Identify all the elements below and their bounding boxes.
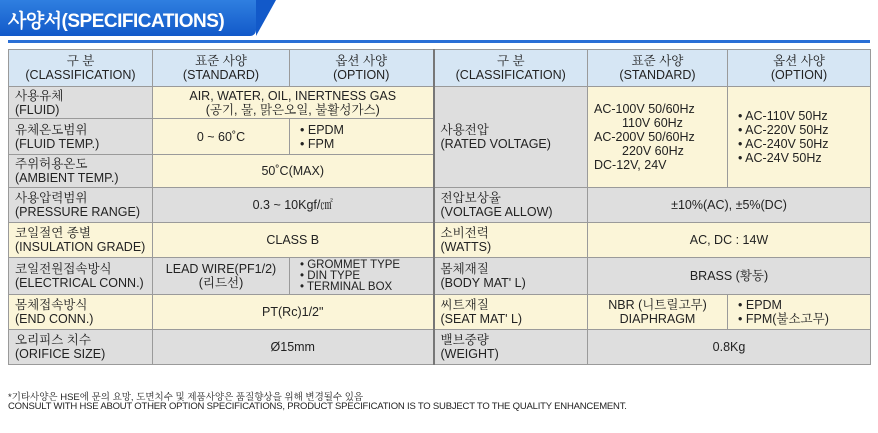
row-label-body [434,258,588,295]
table-row [9,188,871,223]
table-row [9,258,871,295]
header-label-en: (STANDARD) [619,68,696,82]
voltage-standard [588,87,728,188]
row-label-ko: 전압보상율 [440,191,501,205]
header-label-en: (CLASSIFICATION) [455,68,566,82]
row-label-ko: 소비전력 [440,226,489,240]
row-label-en: (AMBIENT TEMP.) [15,171,119,185]
row-label-ko: 씨트재질 [440,298,489,312]
header-label: 구 분 [66,54,95,68]
list-item: • EPDM [300,123,427,137]
row-label-en: (ORIFICE SIZE) [15,347,106,361]
fluid-value [153,87,434,119]
weight-value: 0.8Kg [588,330,871,365]
row-label-en: (BODY MAT' L) [440,276,526,290]
header-label: 표준 사양 [631,54,684,68]
row-label-ko: 사용압력범위 [15,191,88,205]
header-label-en: (OPTION) [333,68,390,82]
value-line: AIR, WATER, OIL, INERTNESS GAS [189,88,397,103]
end-conn-value: PT(Rc)1/2" [153,295,434,330]
row-label-en: (FLUID TEMP.) [15,136,100,151]
footnote-korean: *기타사양은 HSE에 문의 요망, 도면치수 및 제품사양은 품질향상을 위해 변경될수 있음 [8,392,364,403]
row-label-ko: 사용전압 [440,123,489,137]
row-label-insulation [9,223,153,258]
value-line: (공기, 물, 맑은오일, 불활성가스) [205,102,380,117]
ambient-value: 50˚C(MAX) [153,155,434,188]
footnote-english: CONSULT WITH HSE ABOUT OTHER OPTION SPECIFICATIONS, PRODUCT SPECIFICATION IS TO SUBJECT TO THE QUALITY ENHANCEMENT. [8,401,627,412]
header-label: 구 분 [496,54,525,68]
electrical-standard [153,258,290,295]
row-label-en: (FLUID) [15,102,60,117]
value-line: 220V 60Hz [622,144,684,158]
header-standard [153,50,290,87]
list-item: • AC-240V 50Hz [738,137,864,151]
table-row [9,295,871,330]
row-label-voltage-allow [434,188,588,223]
value-line: AC-200V 50/60Hz [594,130,695,144]
row-label-en: (INSULATION GRADE) [15,240,146,254]
watts-value: AC, DC : 14W [588,223,871,258]
list-item: • DIN TYPE [300,271,427,282]
value-line: 110V 60Hz [622,116,683,130]
row-label-ko: 코일절연 종별 [15,226,91,240]
header-label-en: (STANDARD) [182,68,260,82]
header-standard-right [588,50,728,87]
value-line: DC-12V, 24V [594,158,667,172]
row-label-en: (WEIGHT) [440,347,499,361]
row-label-ko: 몸체접속방식 [15,298,88,312]
header-label-en: (OPTION) [770,68,828,82]
header-label: 옵션 사양 [773,54,825,68]
row-label-en: (PRESSURE RANGE) [15,205,141,219]
row-label-en: (END CONN.) [15,312,94,326]
row-label-ko: 유체온도범위 [15,122,88,137]
option-list [734,298,864,326]
value-line: (리드선) [198,276,244,290]
list-item: • AC-220V 50Hz [738,123,864,137]
row-label-en: (SEAT MAT' L) [440,312,523,326]
value-line: DIAPHRAGM [619,312,696,326]
row-label-watts [434,223,588,258]
orifice-value: Ø15mm [153,330,434,365]
row-label-fluid [9,87,153,119]
fluid-temp-standard: 0 ~ 60˚C [153,119,290,155]
title-banner [0,0,256,36]
row-label-ko: 몸체재질 [440,262,489,276]
row-label-en: (WATTS) [440,240,492,254]
list-item: • FPM(불소고무) [738,312,864,326]
page-title: 사양서(SPECIFICATIONS) [8,11,225,32]
voltage-allow-value: ±10%(AC), ±5%(DC) [588,188,871,223]
row-label-pressure [9,188,153,223]
seat-option [728,295,871,330]
row-label-en: (ELECTRICAL CONN.) [15,276,144,290]
option-list [296,260,427,293]
row-label-seat [434,295,588,330]
row-label-fluid-temp [9,119,153,155]
option-list [734,109,864,165]
header-option [290,50,434,87]
list-item: • FPM [300,137,427,151]
table-row [9,330,871,365]
spec-table [8,49,871,365]
list-item: • AC-110V 50Hz [738,109,864,123]
title-rule [8,40,870,43]
row-label-en: (RATED VOLTAGE) [440,137,551,151]
list-item: • GROMMET TYPE [300,260,427,271]
header-classification-right [434,50,588,87]
body-value: BRASS (황동) [588,258,871,295]
insulation-value: CLASS B [153,223,434,258]
header-option-right [728,50,871,87]
value-line: LEAD WIRE(PF1/2) [165,262,277,276]
header-label-en: (CLASSIFICATION) [25,68,136,82]
row-label-rated-voltage [434,87,588,188]
list-item: • TERMINAL BOX [300,282,427,293]
table-row [9,223,871,258]
list-item: • AC-24V 50Hz [738,151,864,165]
row-label-ko: 코일전원접속방식 [15,262,112,276]
seat-standard [588,295,728,330]
header-classification [9,50,153,87]
row-label-ko: 사용유체 [15,88,64,103]
row-label-weight [434,330,588,365]
row-label-ambient [9,155,153,188]
voltage-option [728,87,871,188]
pressure-value: 0.3 ~ 10Kgf/㎠ [153,188,434,223]
value-line: AC-100V 50/60Hz [594,102,695,116]
row-label-ko: 주위허용온도 [15,157,88,171]
header-row [9,50,871,87]
row-label-end-conn [9,295,153,330]
row-label-electrical [9,258,153,295]
value-line: NBR (니트릴고무) [608,298,707,312]
row-label-en: (VOLTAGE ALLOW) [440,205,553,219]
row-label-orifice [9,330,153,365]
header-label: 옵션 사양 [335,54,388,68]
electrical-option [290,258,434,295]
fluid-temp-option [290,119,434,155]
row-label-ko: 오리피스 치수 [15,333,91,347]
row-label-ko: 밸브중량 [440,333,489,347]
option-list [296,123,427,151]
list-item: • EPDM [738,298,864,312]
table-row [9,87,871,119]
header-label: 표준 사양 [195,54,247,68]
